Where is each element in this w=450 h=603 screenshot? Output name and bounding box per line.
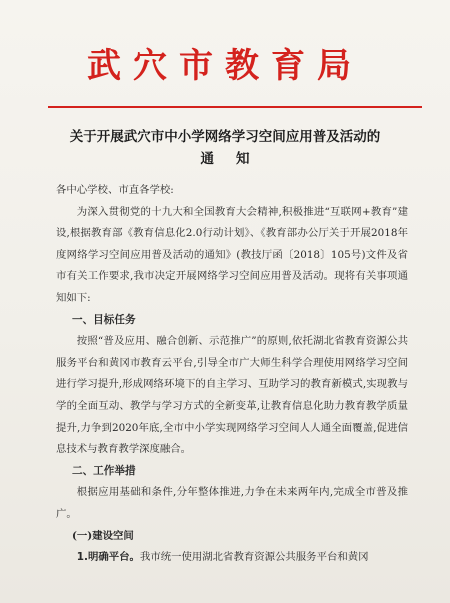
section-2-heading: 二、工作举措 xyxy=(72,464,136,477)
salutation: 各中心学校、市直各学校: xyxy=(56,184,174,196)
intro-paragraph: 为深入贯彻党的十九大和全国教育大会精神,积极推进“互联网+教育”建设,根据教育部《教育信息化2.0行动计划》、《教育部办公厅关于开展2018年度网络学习空间应用普及活动的通知》(教技厅函〔2018〕105号)文件及省市有关工作要求,我市决定开展网络学习空间应用普及活动。现将有关事项通知如下: xyxy=(56,205,408,304)
subsection-1-heading: (一)建设空间 xyxy=(72,529,134,542)
document-title-line-2: 通知 xyxy=(200,151,272,167)
masthead-red-rule xyxy=(48,106,422,108)
section-2-paragraph: 根据应用基础和条件,分年整体推进,力争在未来两年内,完成全市普及推广。 xyxy=(56,486,408,520)
masthead-org-name: 武穴市教育局 xyxy=(87,46,363,86)
item-1-label: 1.明确平台。 xyxy=(76,551,140,564)
item-1-text: 我市统一使用湖北省教育资源公共服务平台和黄冈 xyxy=(139,551,369,564)
document-body xyxy=(56,180,408,569)
document-title-line-1: 关于开展武穴市中小学网络学习空间应用普及活动的 xyxy=(69,129,381,145)
document-title xyxy=(0,126,450,170)
section-1-paragraph: 按照“普及应用、融合创新、示范推广”的原则,依托湖北省教育资源公共服务平台和黄冈市教育云平台,引导全市广大师生科学合理使用网络学习空间进行学习提升,形成网络环境下的自主学习、互助学习的教育新模式,实现教与学的全面互动、教学与学习方式的全新变革,让教育信息化助力教育教学质量提升,力争到2020年底,全市中小学实现网络学习空间人人通全面覆盖,促进信息技术与教育教学深度融合。 xyxy=(56,335,408,456)
item-1-paragraph xyxy=(56,547,408,569)
section-1-heading: 一、目标任务 xyxy=(72,313,136,326)
